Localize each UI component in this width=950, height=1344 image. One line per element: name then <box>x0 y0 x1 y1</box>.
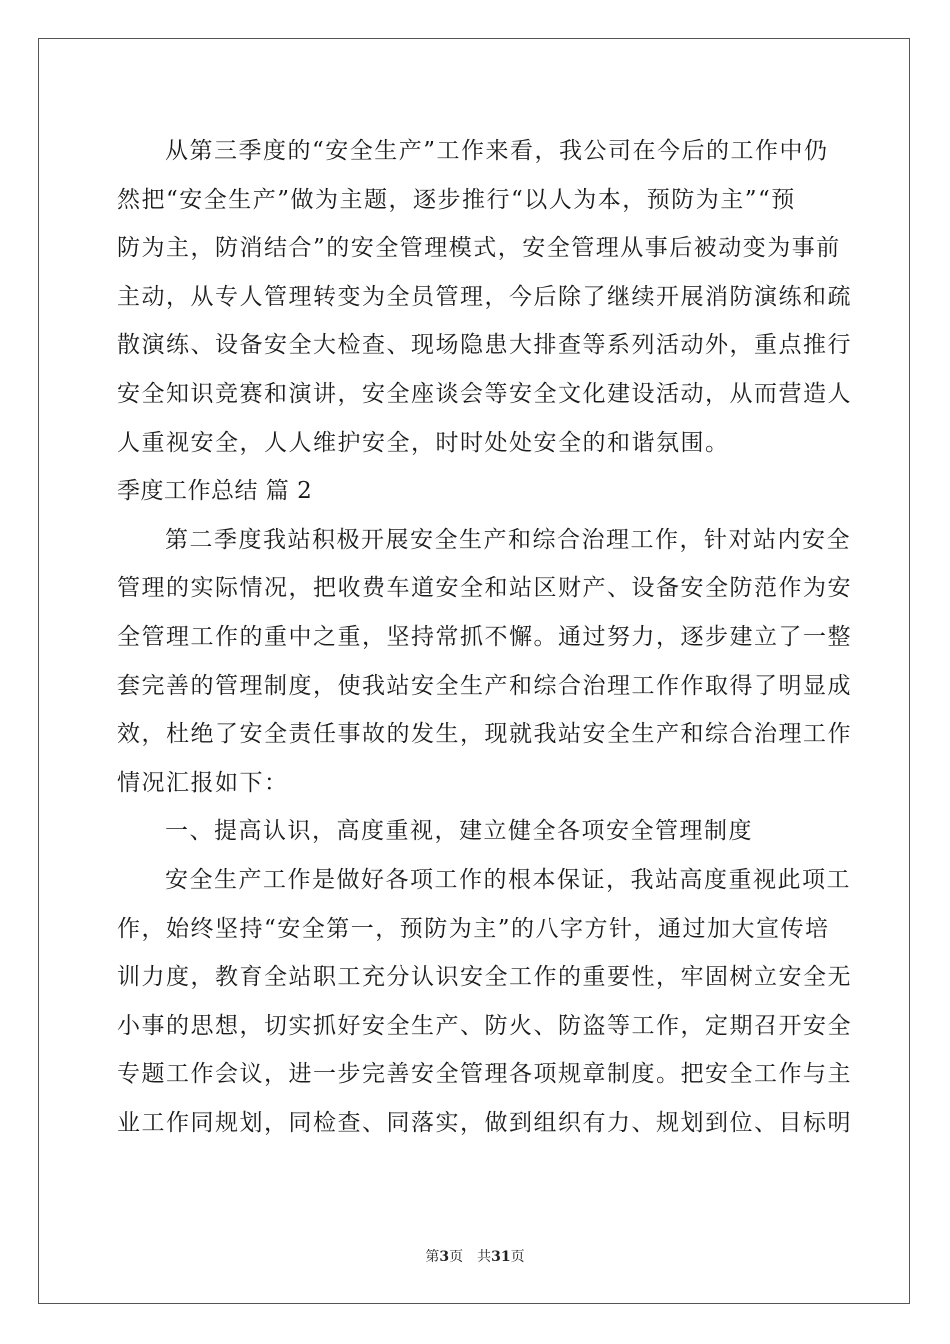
text-line: 安全生产工作是做好各项工作的根本保证，我站高度重视此项工 <box>165 866 851 893</box>
total-page-count: 31 <box>491 1249 511 1265</box>
text-line: 然把“安全生产”做为主题，逐步推行“以人为本，预防为主”“预 <box>117 186 796 213</box>
text-line: 第二季度我站积极开展安全生产和综合治理工作，针对站内安全 <box>165 526 851 553</box>
subsection-heading: 一、提高认识，高度重视，建立健全各项安全管理制度 <box>165 818 753 845</box>
text-line: 业工作同规划，同检查、同落实，做到组织有力、规划到位、目标明 <box>117 1109 852 1136</box>
section-heading: 季度工作总结 篇 2 <box>117 478 313 505</box>
text-line: 散演练、设备安全大检查、现场隐患大排查等系列活动外，重点推行 <box>117 332 852 359</box>
text-line: 管理的实际情况，把收费车道安全和站区财产、设备安全防范作为安 <box>117 575 852 602</box>
document-body <box>117 127 852 1147</box>
text-line: 作，始终坚持“安全第一，预防为主”的八字方针，通过加大宣传培 <box>117 915 830 942</box>
text-line: 防为主，防消结合”的安全管理模式，安全管理从事后被动变为事前 <box>117 235 841 262</box>
text-line: 从第三季度的“安全生产”工作来看，我公司在今后的工作中仍 <box>165 138 829 164</box>
text-line: 套完善的管理制度，使我站安全生产和综合治理工作作取得了明显成 <box>117 672 852 699</box>
text-line: 情况汇报如下： <box>117 769 289 796</box>
text-line: 人重视安全，人人维护安全，时时处处安全的和谐氛围。 <box>117 429 730 456</box>
current-page-number: 3 <box>439 1249 450 1265</box>
footer-page-unit: 页 <box>449 1249 464 1265</box>
text-line: 安全知识竞赛和演讲，安全座谈会等安全文化建设活动，从而营造人 <box>117 380 852 407</box>
footer-total-prefix: 共 <box>477 1249 492 1265</box>
text-line: 训力度，教育全站职工充分认识安全工作的重要性，牢固树立安全无 <box>117 964 852 991</box>
footer-prefix: 第 <box>425 1249 440 1265</box>
text-line: 主动，从专人管理转变为全员管理，今后除了继续开展消防演练和疏 <box>117 283 852 310</box>
footer-total-unit: 页 <box>510 1249 525 1265</box>
text-line: 小事的思想，切实抓好安全生产、防火、防盗等工作，定期召开安全 <box>117 1012 852 1039</box>
text-line: 效，杜绝了安全责任事故的发生，现就我站安全生产和综合治理工作 <box>117 721 852 748</box>
page-footer <box>0 1246 950 1266</box>
text-line: 全管理工作的重中之重，坚持常抓不懈。通过努力，逐步建立了一整 <box>117 623 852 650</box>
text-line: 专题工作会议，进一步完善安全管理各项规章制度。把安全工作与主 <box>117 1061 852 1088</box>
